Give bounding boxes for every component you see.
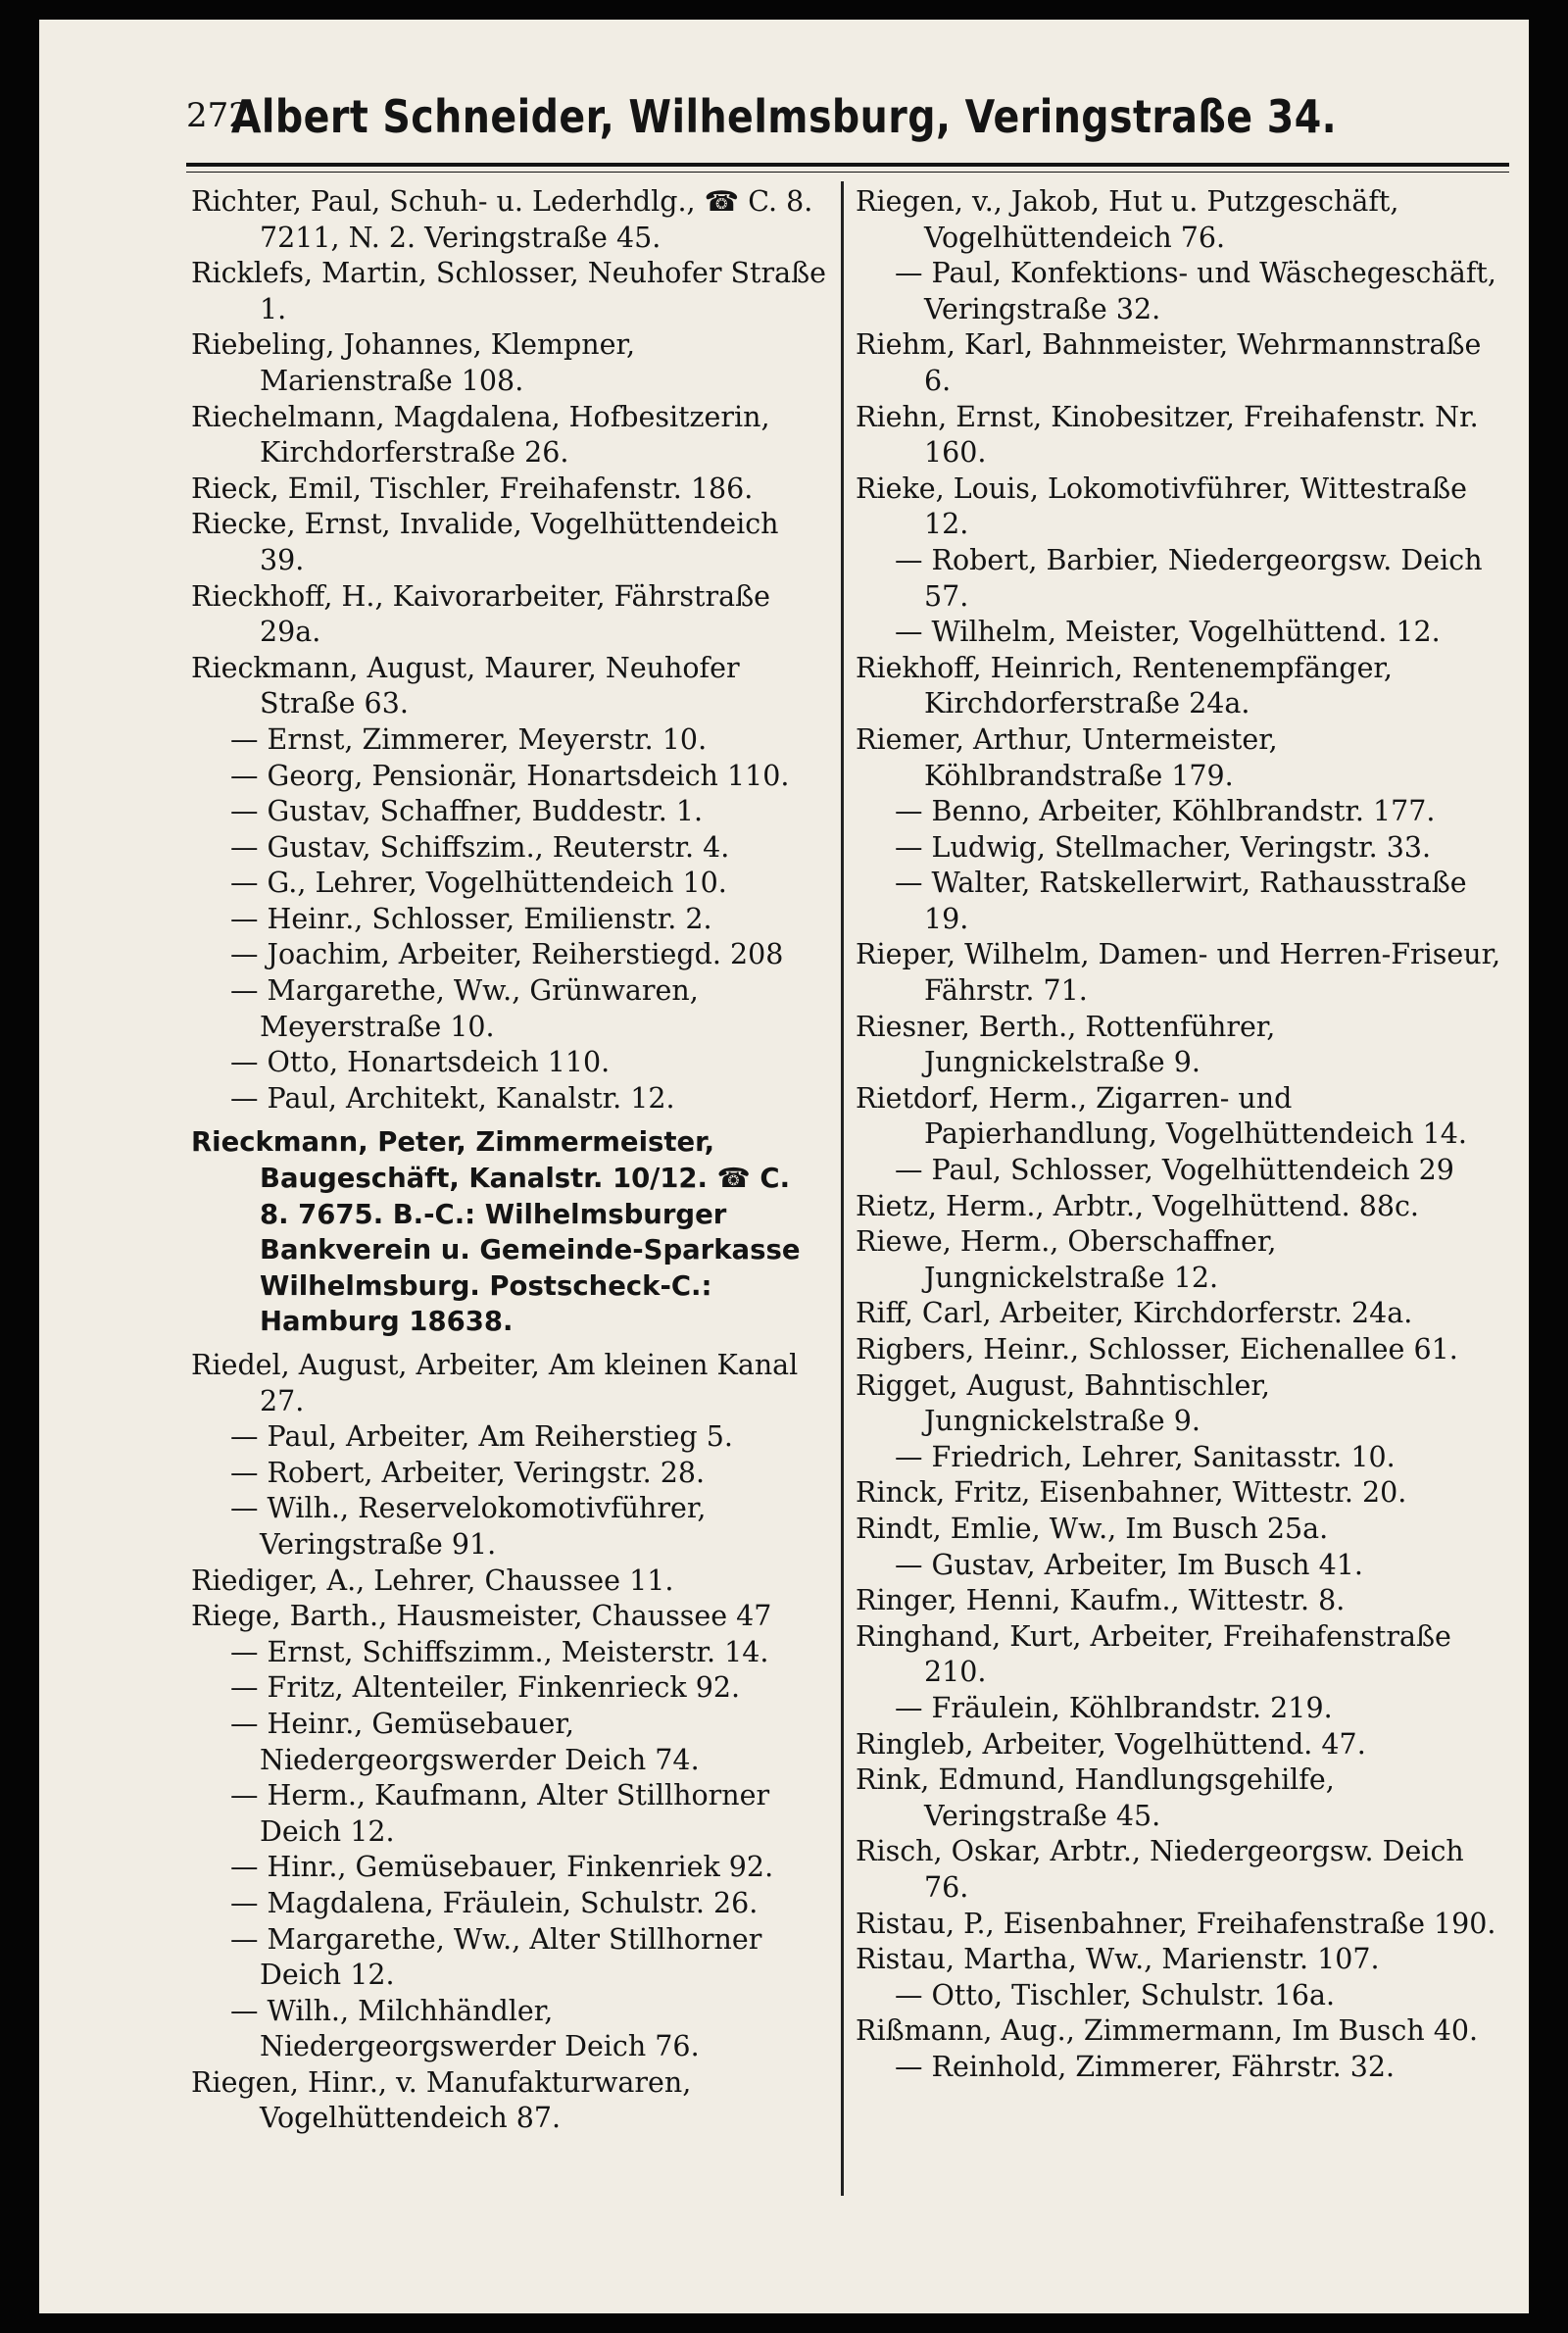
directory-sub-entry: — Herm., Kaufmann, Alter Stillhorner Deich 12. xyxy=(230,1779,770,1848)
directory-entry: Rieckhoff, H., Kaivorarbeiter, Fährstraße 29a. xyxy=(191,579,771,649)
directory-entry: Riebeling, Johannes, Klempner, Marienstraße 108. xyxy=(191,328,636,397)
header-rule-thin xyxy=(186,172,1509,173)
directory-sub-entry: — Paul, Schlosser, Vogelhüttendeich 29 xyxy=(895,1154,1454,1187)
directory-sub-entry: — Ernst, Zimmerer, Meyerstr. 10. xyxy=(230,722,708,756)
left-column xyxy=(191,184,828,2137)
directory-sub-entry: — Otto, Honartsdeich 110. xyxy=(230,1046,611,1079)
directory-entry: Rindt, Emlie, Ww., Im Busch 25a. xyxy=(856,1512,1329,1545)
directory-entry: Ringhand, Kurt, Arbeiter, Freihafenstraße 210. xyxy=(856,1619,1451,1689)
directory-sub-entry: — Wilhelm, Meister, Vogelhüttend. 12. xyxy=(895,616,1441,649)
directory-entry: Rieckmann, August, Maurer, Neuhofer Straße 63. xyxy=(191,651,740,720)
directory-entry: Richter, Paul, Schuh- u. Lederhdlg., ☎ C. 8. 7211, N. 2. Veringstraße 45. xyxy=(191,185,813,254)
directory-sub-entry: — Robert, Barbier, Niedergeorgsw. Deich 57. xyxy=(895,543,1483,613)
directory-sub-entry: — Fräulein, Köhlbrandstr. 219. xyxy=(895,1691,1333,1724)
directory-sub-entry: — Benno, Arbeiter, Köhlbrandstr. 177. xyxy=(895,795,1436,828)
directory-sub-entry: — Gustav, Schiffszim., Reuterstr. 4. xyxy=(230,830,730,864)
directory-sub-entry: — Wilh., Milchhändler, Niedergeorgswerder Deich 76. xyxy=(230,1994,700,2063)
directory-entry: Rinck, Fritz, Eisenbahner, Wittestr. 20. xyxy=(856,1476,1407,1510)
directory-sub-entry: — Paul, Architekt, Kanalstr. 12. xyxy=(230,1081,675,1115)
directory-sub-entry: — Fritz, Altenteiler, Finkenrieck 92. xyxy=(230,1671,741,1705)
directory-entry: Riekhoff, Heinrich, Rentenempfänger, Kirchdorferstraße 24a. xyxy=(856,651,1393,720)
directory-entry: Ringleb, Arbeiter, Vogelhüttend. 47. xyxy=(856,1727,1366,1761)
right-column xyxy=(856,184,1502,2085)
directory-entry: Riehn, Ernst, Kinobesitzer, Freihafenstr. Nr. 160. xyxy=(856,400,1479,470)
directory-sub-entry: — Paul, Arbeiter, Am Reiherstieg 5. xyxy=(230,1420,733,1454)
directory-sub-entry: — Ludwig, Stellmacher, Veringstr. 33. xyxy=(895,830,1432,864)
directory-entry: Ricklefs, Martin, Schlosser, Neuhofer Straße 1. xyxy=(191,257,827,325)
directory-sub-entry: — Joachim, Arbeiter, Reiherstiegd. 208 xyxy=(230,938,784,971)
directory-sub-entry: — Walter, Ratskellerwirt, Rathausstraße 19. xyxy=(895,867,1467,935)
directory-entry: Rieper, Wilhelm, Damen- und Herren-Friseur, Fährstr. 71. xyxy=(856,938,1501,1008)
directory-sub-entry: — Ernst, Schiffszimm., Meisterstr. 14. xyxy=(230,1635,769,1668)
directory-entry: Rieck, Emil, Tischler, Freihafenstr. 186. xyxy=(191,472,754,505)
directory-entry: Rink, Edmund, Handlungsgehilfe, Veringstraße 45. xyxy=(856,1763,1335,1832)
directory-entry: Rißmann, Aug., Zimmermann, Im Busch 40. xyxy=(856,2014,1479,2048)
directory-entry: Riegen, v., Jakob, Hut u. Putzgeschäft, Vogelhüttendeich 76. xyxy=(856,185,1399,254)
directory-entry: Ristau, P., Eisenbahner, Freihafenstraße 190. xyxy=(856,1907,1496,1940)
directory-entry: Riecke, Ernst, Invalide, Vogelhüttendeich 39. xyxy=(191,508,779,576)
directory-entry: Riewe, Herm., Oberschaffner, Jungnickelstraße 12. xyxy=(856,1225,1277,1294)
directory-entry: Riehm, Karl, Bahnmeister, Wehrmannstraße 6. xyxy=(856,328,1482,397)
directory-sub-entry: — Otto, Tischler, Schulstr. 16a. xyxy=(895,1978,1336,2011)
directory-sub-entry: — Wilh., Reservelokomotivführer, Veringstraße 91. xyxy=(230,1492,707,1561)
directory-entry: Riediger, A., Lehrer, Chaussee 11. xyxy=(191,1564,674,1597)
directory-sub-entry: — Margarethe, Ww., Alter Stillhorner Deich 12. xyxy=(230,1922,762,1992)
directory-entry: Rigget, August, Bahntischler, Jungnickelstraße 9. xyxy=(856,1368,1270,1438)
directory-sub-entry: — Magdalena, Fräulein, Schulstr. 26. xyxy=(230,1886,759,1919)
directory-sub-entry: — Georg, Pensionär, Honartsdeich 110. xyxy=(230,759,790,792)
directory-entry: Ristau, Martha, Ww., Marienstr. 107. xyxy=(856,1943,1380,1976)
directory-entry: Riff, Carl, Arbeiter, Kirchdorferstr. 24a. xyxy=(856,1297,1413,1330)
directory-entry: Riegen, Hinr., v. Manufakturwaren, Vogelhüttendeich 87. xyxy=(191,2065,692,2135)
directory-sub-entry: — Reinhold, Zimmerer, Fährstr. 32. xyxy=(895,2050,1396,2083)
directory-sub-entry: — Friedrich, Lehrer, Sanitasstr. 10. xyxy=(895,1440,1396,1473)
directory-entry: Risch, Oskar, Arbtr., Niedergeorgsw. Deich 76. xyxy=(856,1835,1464,1904)
directory-entry: Rigbers, Heinr., Schlosser, Eichenallee 61. xyxy=(856,1333,1458,1365)
column-divider xyxy=(841,181,844,2196)
directory-entry: Riedel, August, Arbeiter, Am kleinen Kanal 27. xyxy=(191,1349,799,1417)
directory-sub-entry: — Robert, Arbeiter, Veringstr. 28. xyxy=(230,1456,706,1489)
directory-entry: Rieke, Louis, Lokomotivführer, Wittestraße 12. xyxy=(856,472,1467,541)
directory-sub-entry: — Paul, Konfektions- und Wäschegeschäft, Veringstraße 32. xyxy=(895,257,1496,325)
running-header: Albert Schneider, Wilhelmsburg, Veringstraße 34. xyxy=(230,90,1338,143)
directory-entry: Riesner, Berth., Rottenführer, Jungnickelstraße 9. xyxy=(856,1010,1276,1079)
directory-sub-entry: — G., Lehrer, Vogelhüttendeich 10. xyxy=(230,867,727,900)
directory-sub-entry: — Gustav, Arbeiter, Im Busch 41. xyxy=(895,1548,1363,1581)
directory-entry: Riege, Barth., Hausmeister, Chaussee 47 xyxy=(191,1600,772,1633)
directory-page xyxy=(39,20,1529,2313)
directory-entry: Rieckmann, Peter, Zimmermeister, Baugeschäft, Kanalstr. 10/12. ☎ C. 8. 7675. B.-C.: Wilhelmsburger Bankverein u. Gemeinde-Sparkasse Wilhelmsburg. Postscheck-C.: Hamburg 18638. xyxy=(191,1126,801,1338)
directory-entry: Rietz, Herm., Arbtr., Vogelhüttend. 88c. xyxy=(856,1189,1419,1222)
directory-sub-entry: — Heinr., Schlosser, Emilienstr. 2. xyxy=(230,902,712,935)
directory-entry: Riemer, Arthur, Untermeister, Köhlbrandstraße 179. xyxy=(856,722,1278,792)
directory-entry: Ringer, Henni, Kaufm., Wittestr. 8. xyxy=(856,1584,1346,1617)
directory-sub-entry: — Hinr., Gemüsebauer, Finkenriek 92. xyxy=(230,1851,774,1884)
page-number: 272 xyxy=(186,96,250,135)
directory-entry: Riechelmann, Magdalena, Hofbesitzerin, Kirchdorferstraße 26. xyxy=(191,400,770,470)
header-rule xyxy=(186,163,1509,167)
directory-entry: Rietdorf, Herm., Zigarren- und Papierhandlung, Vogelhüttendeich 14. xyxy=(856,1081,1467,1151)
directory-sub-entry: — Margarethe, Ww., Grünwaren, Meyerstraße 10. xyxy=(230,974,699,1043)
directory-sub-entry: — Gustav, Schaffner, Buddestr. 1. xyxy=(230,795,704,828)
directory-sub-entry: — Heinr., Gemüsebauer, Niedergeorgswerder Deich 74. xyxy=(230,1707,700,1776)
